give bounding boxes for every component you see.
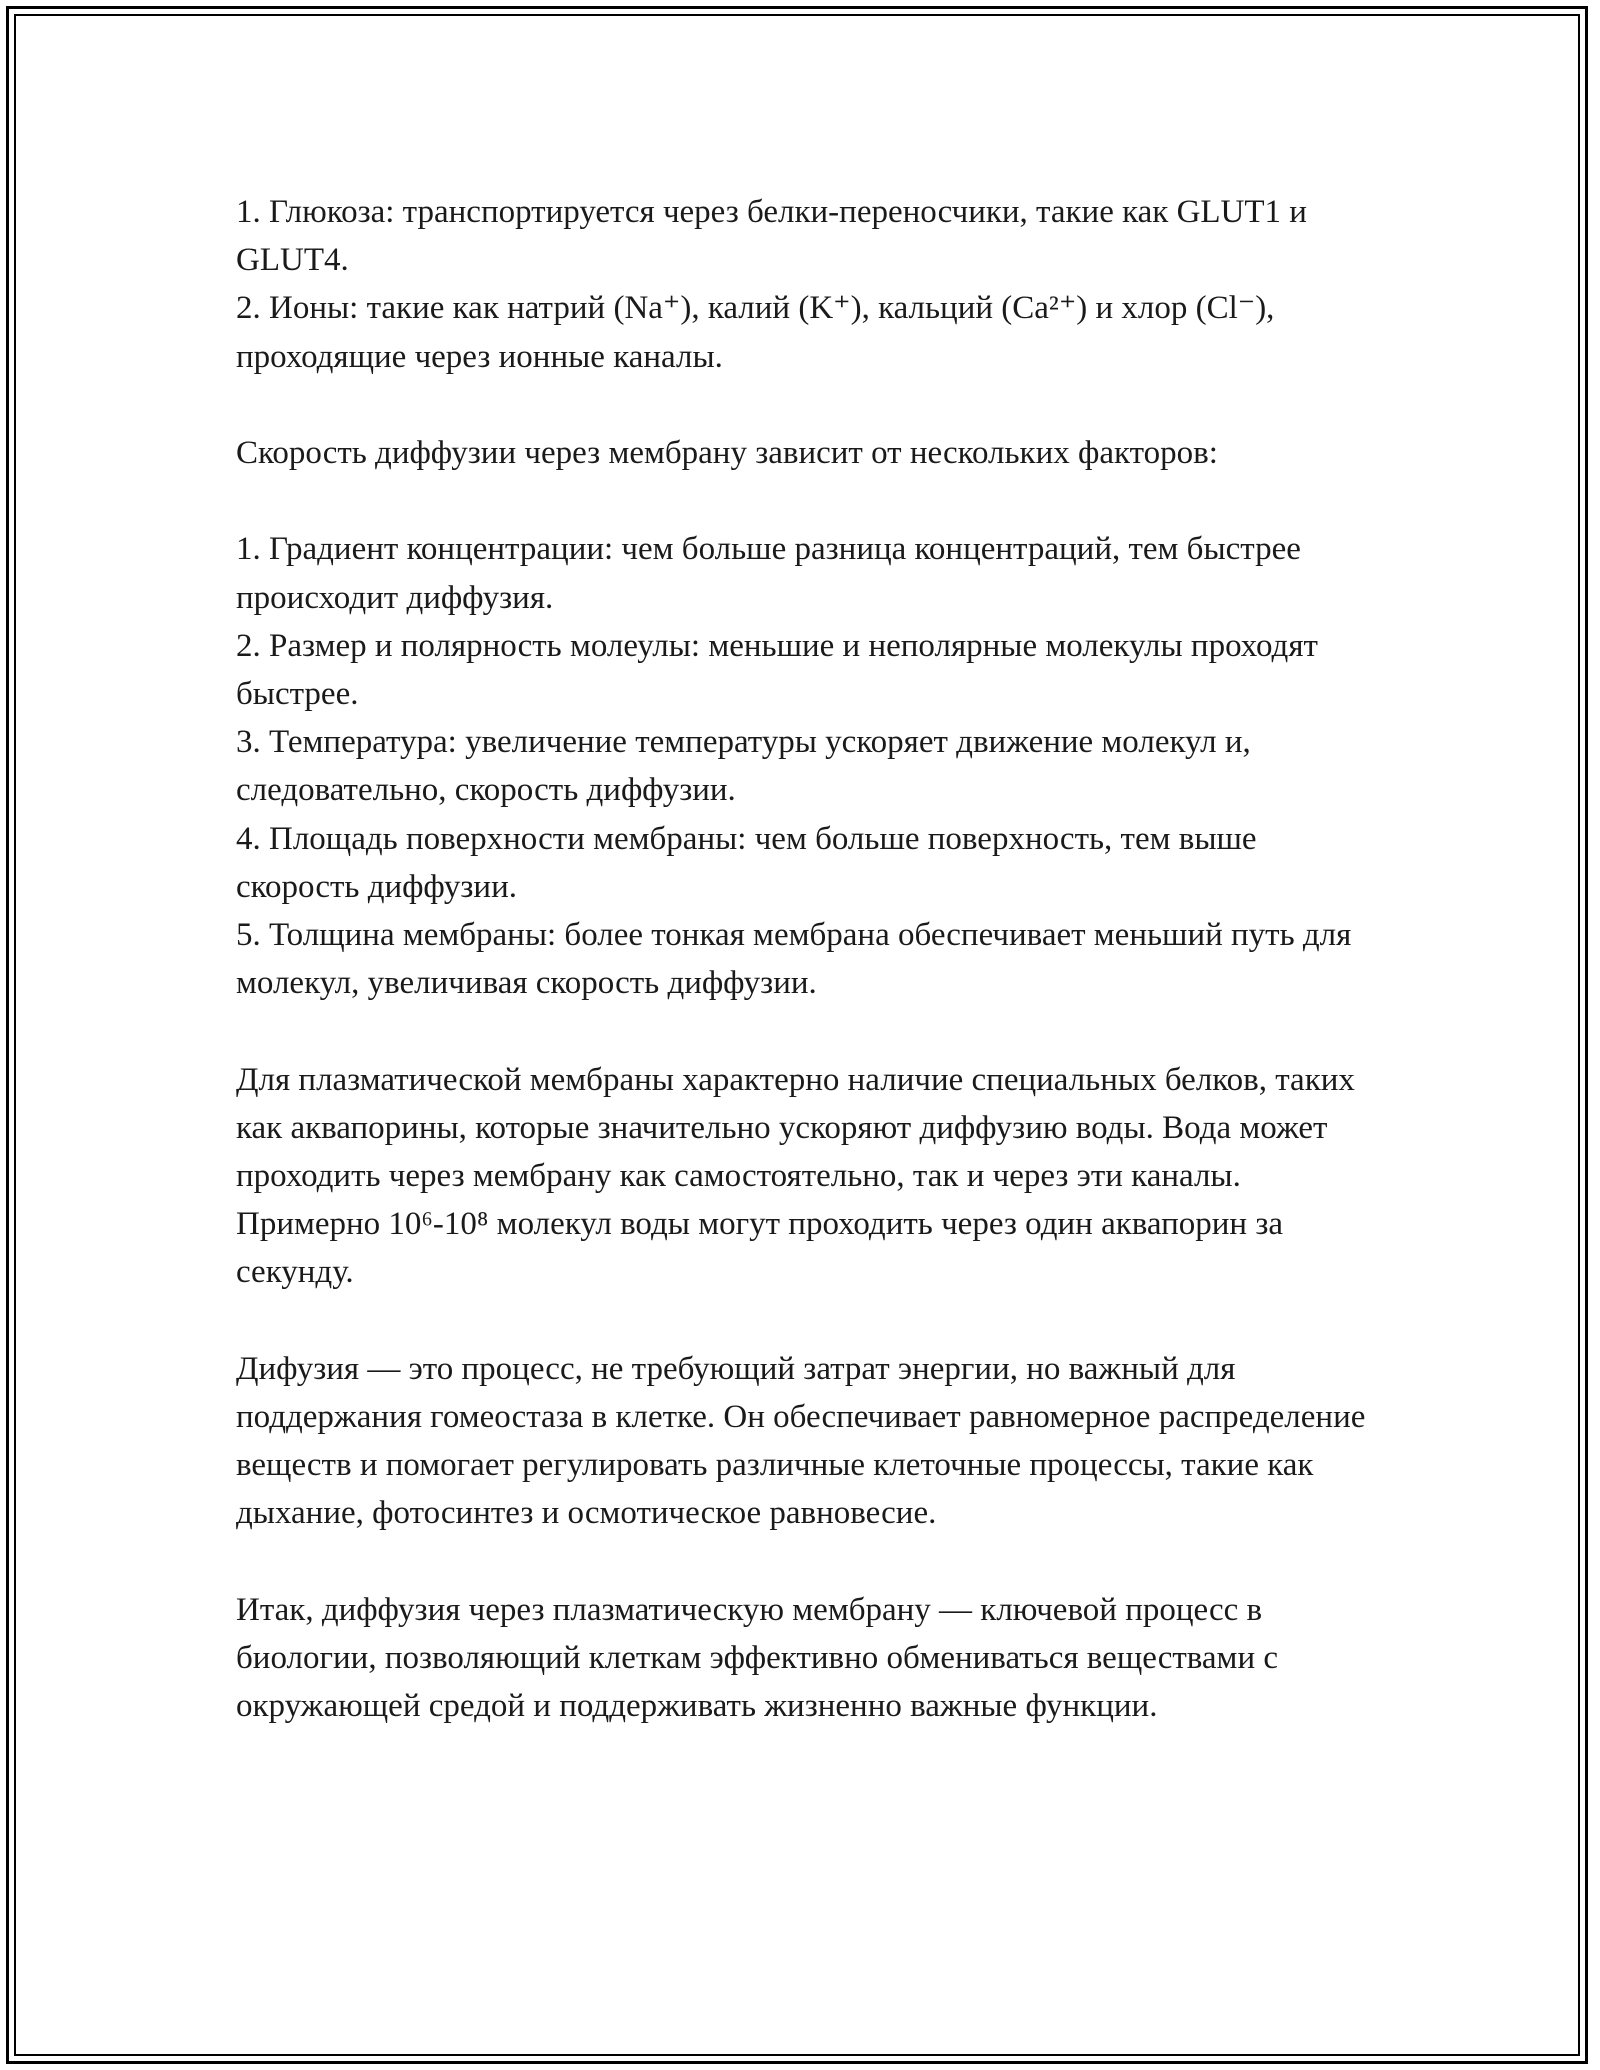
list-item-concentration-gradient: 1. Градиент концентрации: чем больше разница концентраций, тем быстрее происходит диффузия. [236,531,1301,616]
factors-intro-text: Скорость диффузии через мембрану зависит от нескольких факторов: [236,435,1218,471]
document-body [236,188,1376,1730]
paragraph-factors-intro [236,429,1376,477]
list-item-glucose: 1. Глюкоза: транспортируется через белки-переносчики, такие как GLUT1 и GLUT4. [236,194,1307,279]
paragraph-conclusion [236,1586,1376,1731]
conclusion-text: Итак, диффузия через плазматическую мембрану — ключевой процесс в биологии, позволяющий клеткам эффективно обмениваться веществами с окружающей средой и поддерживать жизненно важные функции. [236,1591,1278,1725]
diffusion-energy-text: Дифузия — это процесс, не требующий затрат энергии, но важный для поддержания гомеостаза в клетке. Он обеспечивает равномерное распределение веществ и помогает регулировать различные клеточные процессы, такие как дыхание, фотосинтез и осмотическое равновесие. [236,1350,1366,1532]
paragraph-aquaporins [236,1056,1376,1297]
list-item-temperature: 3. Температура: увеличение температуры ускоряет движение молекул и, следовательно, скорость диффузии. [236,724,1251,809]
list-item-membrane-area: 4. Площадь поверхности мембраны: чем больше поверхность, тем выше скорость диффузии. [236,820,1257,905]
paragraph-diffusion-energy [236,1345,1376,1538]
list-transported-substances [236,188,1376,381]
list-item-molecule-size: 2. Размер и полярность молеулы: меньшие и неполярные молекулы проходят быстрее. [236,627,1318,712]
list-item-ions: 2. Ионы: такие как натрий (Na⁺), калий (K⁺), кальций (Ca²⁺) и хлор (Cl⁻), проходящие через ионные каналы. [236,290,1275,375]
aquaporins-text: Для плазматической мембраны характерно наличие специальных белков, таких как аквапорины, которые значительно ускоряют диффузию воды. Вода может проходить через мембрану как самостоятельно, так и через эти каналы. Примерно 10⁶-10⁸ молекул воды могут проходить через один аквапорин за секунду. [236,1061,1355,1291]
list-diffusion-factors [236,525,1376,1007]
list-item-membrane-thickness: 5. Толщина мембраны: более тонкая мембрана обеспечивает меньший путь для молекул, увеличивая скорость диффузии. [236,917,1352,1002]
